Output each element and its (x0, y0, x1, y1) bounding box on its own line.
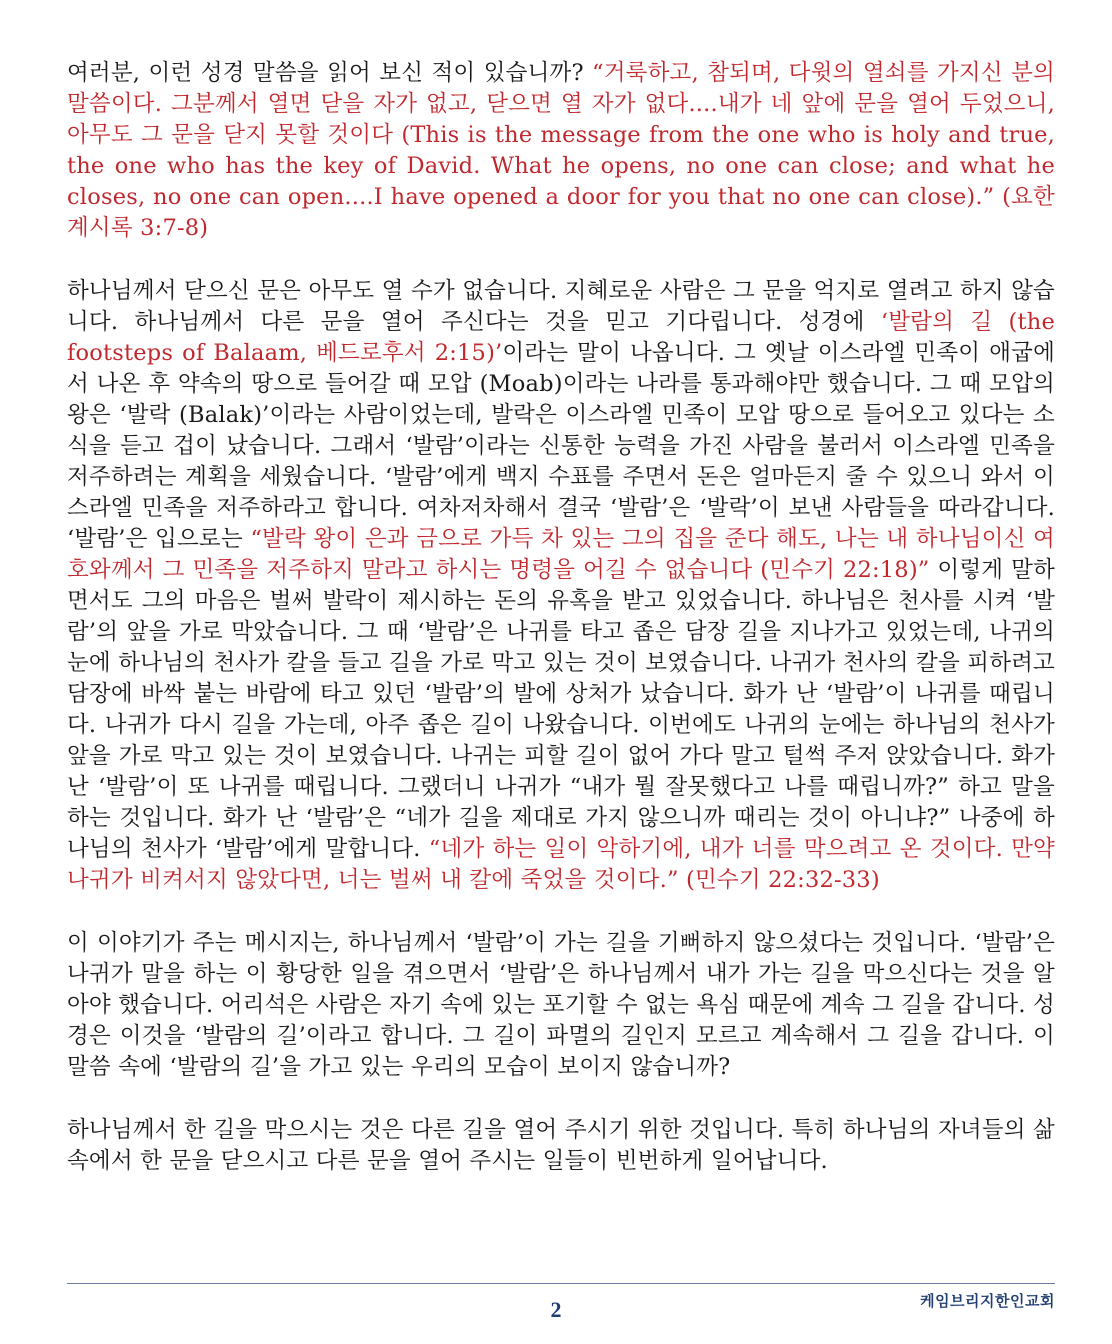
scripture-quote: “네가 하는 일이 악하기에, 내가 너를 막으려고 온 것이다. 만약 나귀가 비켜서지 않았다면, 너는 벌써 내 칼에 죽었을 것이다.” (민수기 22:32-33) (67, 836, 1055, 893)
paragraph-text: 하나님께서 한 길을 막으시는 것은 다른 길을 열어 주시기 위한 것입니다. 특히 하나님의 자녀들의 삶 속에서 한 문을 닫으시고 다른 문을 열어 주시는 일들이 빈번하게 일어납니다. (67, 1117, 1055, 1174)
footer-divider (67, 1283, 1055, 1284)
paragraph-text: 이 이야기가 주는 메시지는, 하나님께서 ‘발람’이 가는 길을 기뻐하지 않으셨다는 것입니다. ‘발람’은 나귀가 말을 하는 이 황당한 일을 겪으면서 ‘발람’은 하나님께서 내가 가는 길을 막으신다는 것을 알아야 했습니다. 어리석은 사람은 자기 속에 있는 포기할 수 없는 욕심 때문에 계속 그 길을 갑니다. 성경은 이것을 ‘발람의 길’이라고 합니다. 그 길이 파멸의 길인지 모르고 계속해서 그 길을 갑니다. 이 말씀 속에 ‘발람의 길’을 가고 있는 우리의 모습이 보이지 않습니까? (67, 930, 1055, 1080)
scripture-quote: ‘발람의 길 (the footsteps of Balaam, 베드로후서 2:15)’ (67, 309, 1055, 366)
paragraph-4 (67, 1115, 1055, 1177)
church-name: 케임브리지한인교회 (920, 1292, 1055, 1310)
body-text (67, 58, 1055, 1209)
paragraph-3 (67, 928, 1055, 1083)
paragraph-text: 여러분, 이런 성경 말씀을 읽어 보신 적이 있습니까? (67, 60, 593, 86)
scripture-quote: “거룩하고, 참되며, 다윗의 열쇠를 가지신 분의 말씀이다. 그분께서 열면 닫을 자가 없고, 닫으면 열 자가 없다....내가 네 앞에 문을 열어 두었으니, 아무도 그 문을 닫지 못할 것이다 (This is the message from the one who is holy and true, the one who has the key of David. What he opens, no one can close; and what he closes, no one can open....I have opened a door for you that no one can close).” (요한계시록 3:7-8) (67, 60, 1055, 241)
paragraph-1 (67, 58, 1055, 244)
page-number: 2 (550, 1297, 562, 1322)
paragraph-text: 하나님께서 닫으신 문은 아무도 열 수가 없습니다. 지혜로운 사람은 그 문을 억지로 열려고 하지 않습니다. 하나님께서 다른 문을 열어 주신다는 것을 믿고 기다립니다. 성경에 (67, 278, 1055, 335)
paragraph-2 (67, 276, 1055, 896)
scripture-quote: “발락 왕이 은과 금으로 가득 차 있는 그의 집을 준다 해도, 나는 내 하나님이신 여호와께서 그 민족을 저주하지 말라고 하시는 명령을 어길 수 없습니다 (민수기 22:18)” (67, 526, 1055, 583)
paragraph-text: 이렇게 말하면서도 그의 마음은 벌써 발락이 제시하는 돈의 유혹을 받고 있었습니다. 하나님은 천사를 시켜 ‘발람’의 앞을 가로 막았습니다. 그 때 ‘발람’은 나귀를 타고 좁은 담장 길을 지나가고 있었는데, 나귀의 눈에 하나님의 천사가 칼을 들고 길을 가로 막고 있는 것이 보였습니다. 나귀가 천사의 칼을 피하려고 담장에 바싹 붙는 바람에 타고 있던 ‘발람’의 발에 상처가 났습니다. 화가 난 ‘발람’이 나귀를 때립니다. 나귀가 다시 길을 가는데, 아주 좁은 길이 나왔습니다. 이번에도 나귀의 눈에는 하나님의 천사가 앞을 가로 막고 있는 것이 보였습니다. 나귀는 피할 길이 없어 가다 말고 털썩 주저 앉았습니다. 화가 난 ‘발람’이 또 나귀를 때립니다. 그랬더니 나귀가 “내가 뭘 잘못했다고 나를 때립니까?” 하고 말을 하는 것입니다. 화가 난 ‘발람’은 “네가 길을 제대로 가지 않으니까 때리는 것이 아니냐?” 나중에 하나님의 천사가 ‘발람’에게 말합니다. (67, 557, 1055, 862)
paragraph-text: 이라는 말이 나옵니다. 그 옛날 이스라엘 민족이 애굽에서 나온 후 약속의 땅으로 들어갈 때 모압 (Moab)이라는 나라를 통과해야만 했습니다. 그 때 모압의 왕은 ‘발락 (Balak)’이라는 사람이었는데, 발락은 이스라엘 민족이 모압 땅으로 들어오고 있다는 소식을 듣고 겁이 났습니다. 그래서 ‘발람’이라는 신통한 능력을 가진 사람을 불러서 이스라엘 민족을 저주하려는 계획을 세웠습니다. ‘발람’에게 백지 수표를 주면서 돈은 얼마든지 줄 수 있으니 와서 이스라엘 민족을 저주하라고 합니다. 여차저차해서 결국 ‘발람’은 ‘발락’이 보낸 사람들을 따라갑니다. ‘발람’은 입으로는 (67, 340, 1055, 552)
